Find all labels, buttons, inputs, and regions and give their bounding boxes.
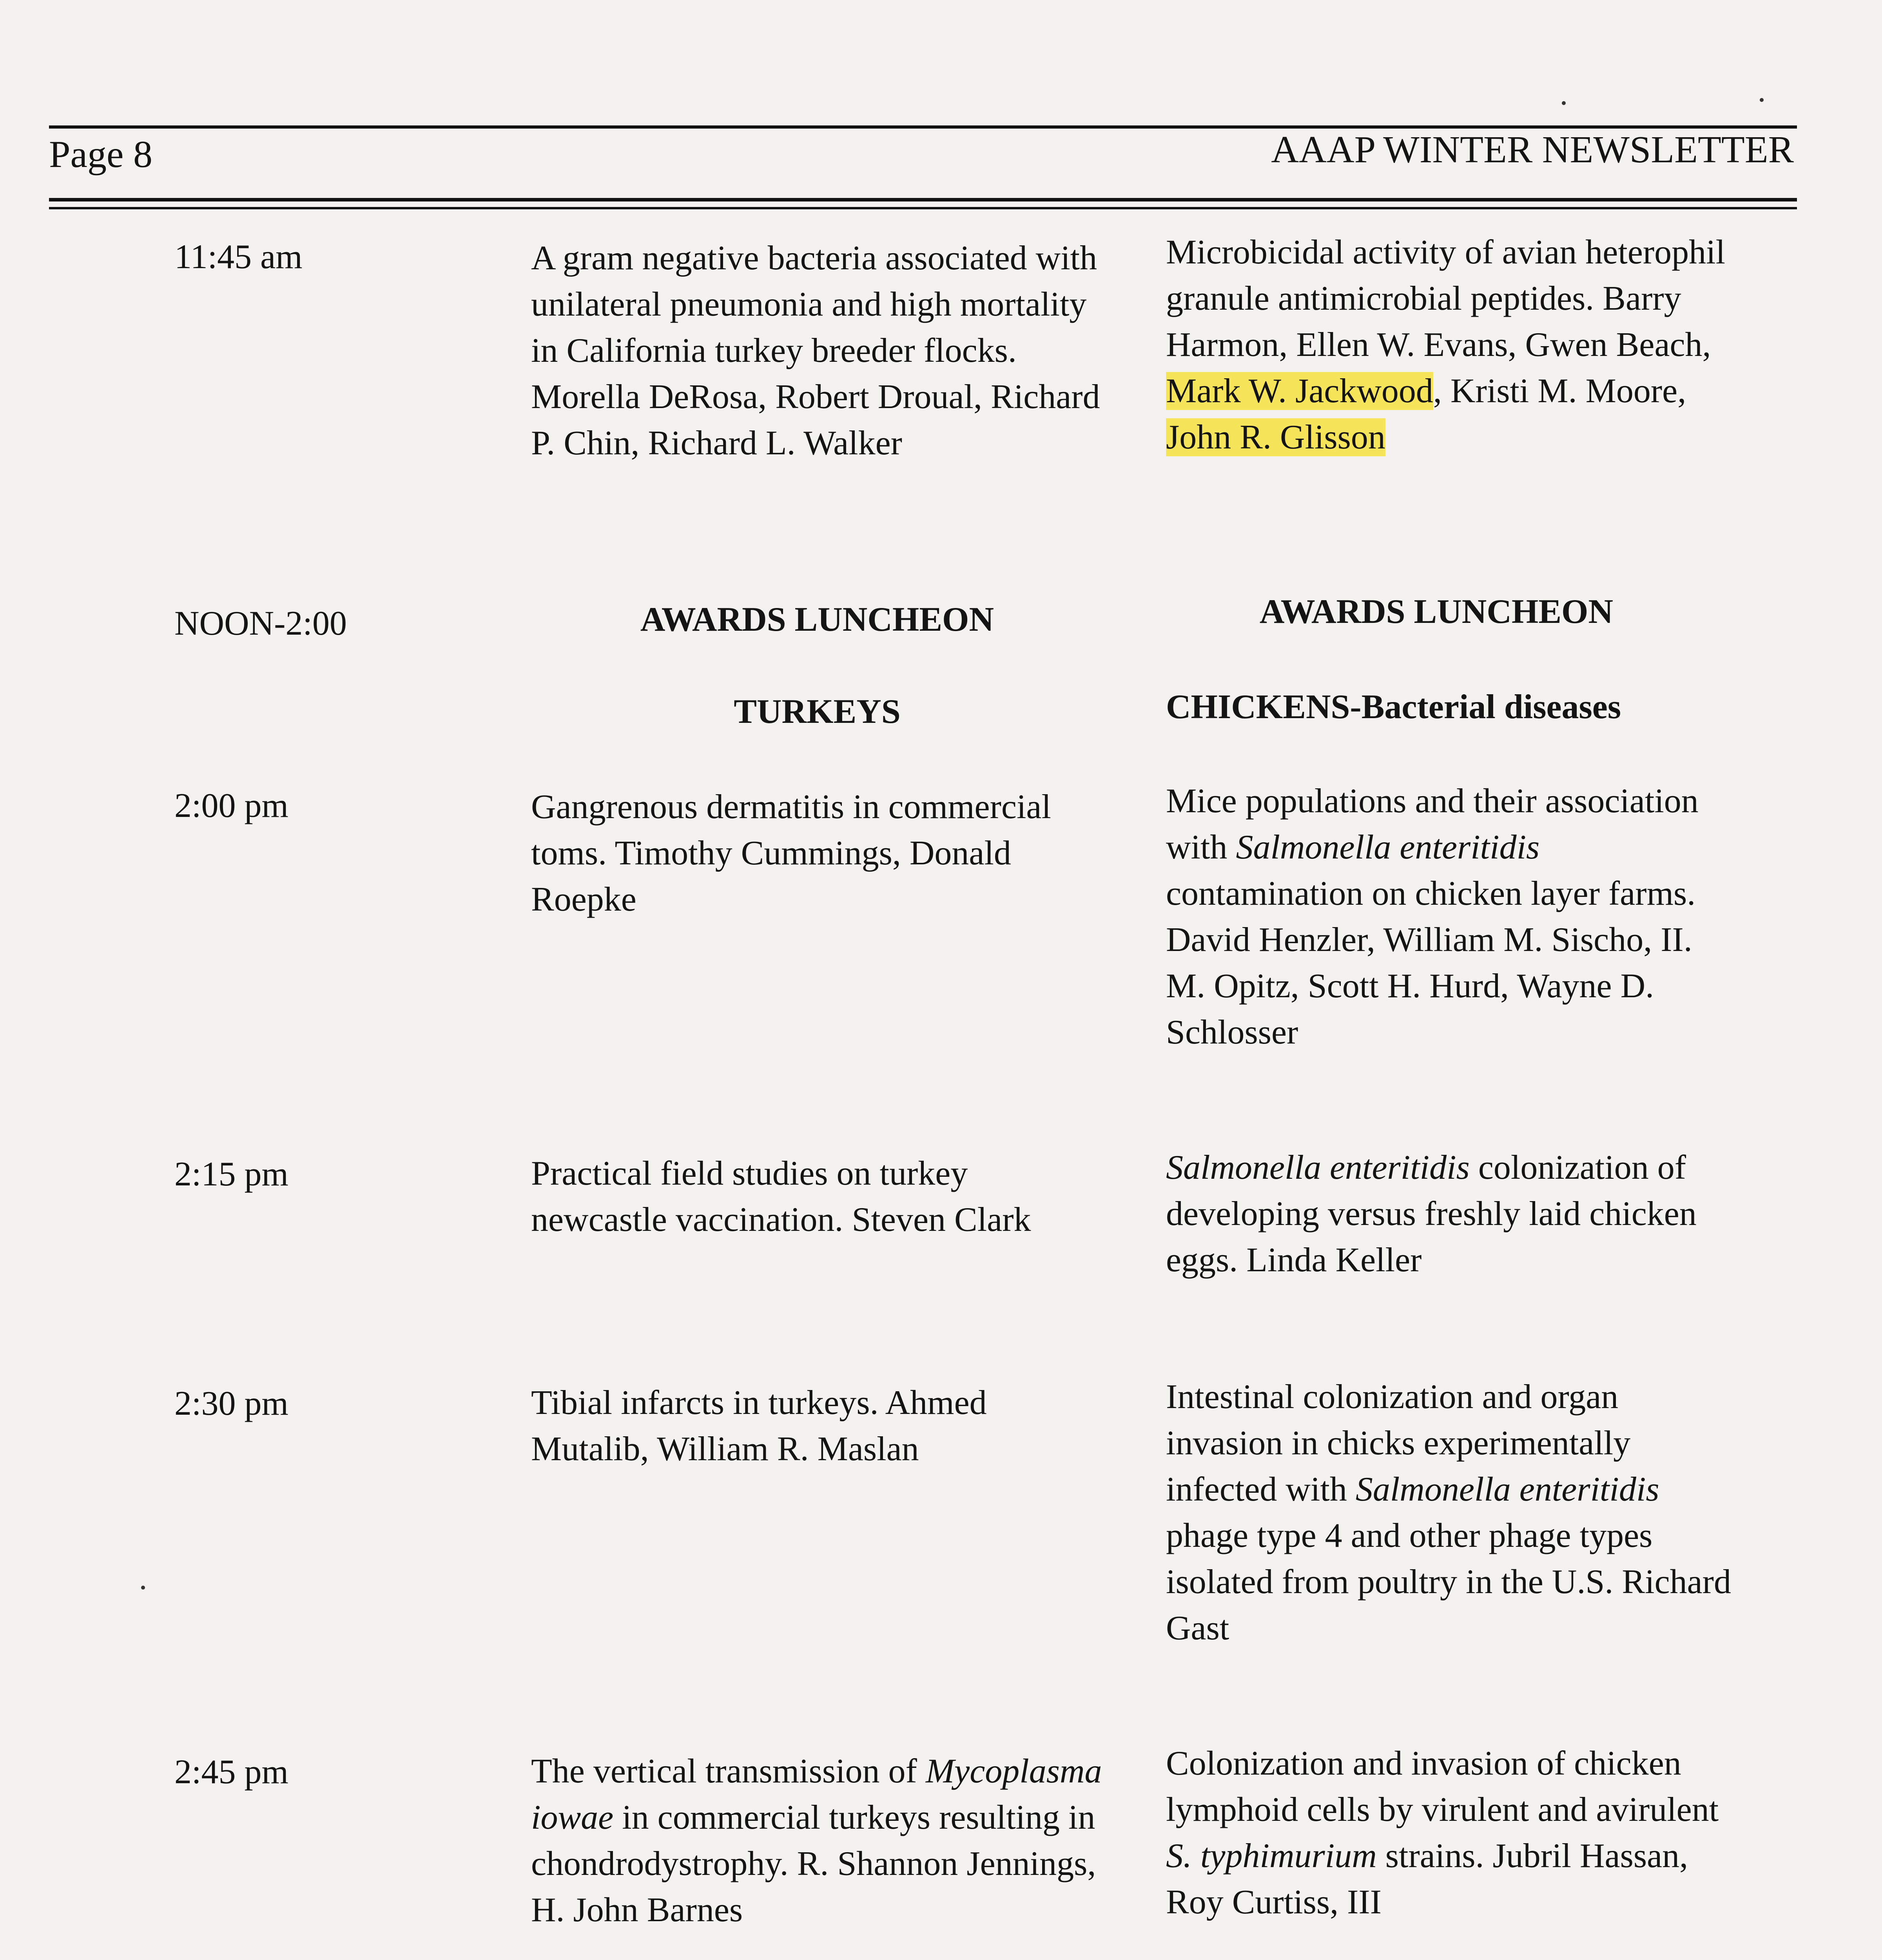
chicken-abstract-200-pre: Mice populations and their association with: [1166, 782, 1699, 866]
time-215: 2:15 pm: [174, 1155, 288, 1193]
chicken-abstract-215-post: colonization of developing versus freshly laid chicken eggs. Linda Keller: [1166, 1149, 1697, 1279]
time-noon: NOON-2:00: [174, 604, 347, 642]
chicken-abstract-230-organism: Salmonella enteritidis: [1355, 1470, 1659, 1508]
chicken-abstract-200-organism: Salmonella enteritidis: [1236, 828, 1540, 866]
newsletter-title: AAAP WINTER NEWSLETTER: [1271, 129, 1794, 171]
header-bottom-rule-1: [49, 198, 1797, 201]
chicken-abstract-215: [1166, 1145, 1738, 1283]
turkey-abstract-245-organism: Mycoplasma iowae: [531, 1752, 1102, 1837]
scan-speck: [1562, 101, 1566, 105]
chicken-abstract-230-post: phage type 4 and other phage types isolated from poultry in the U.S. Richard Gast: [1166, 1517, 1731, 1647]
chicken-abstract-200: [1166, 778, 1738, 1056]
scan-speck: [141, 1586, 145, 1590]
turkey-abstract-200: Gangrenous dermatitis in commercial toms. Timothy Cummings, Donald Roepke: [531, 788, 1051, 918]
chicken-abstract-245-post: strains. Jubril Hassan, Roy Curtiss, III: [1166, 1837, 1688, 1921]
chicken-abstract-215-organism: Salmonella enteritidis: [1166, 1149, 1470, 1187]
chicken-abstract-245-pre: Colonization and invasion of chicken lymphoid cells by virulent and avirulent: [1166, 1744, 1719, 1829]
chicken-awards-luncheon: AWARDS LUNCHEON: [1259, 593, 1614, 631]
turkey-abstract-245-post: in commercial turkeys resulting in chondrodystrophy. R. Shannon Jennings, H. John Barnes: [531, 1798, 1096, 1929]
chicken-abstract-1145: [1166, 229, 1738, 461]
turkey-abstract-245-pre: The vertical transmission of: [531, 1752, 926, 1790]
turkeys-heading: TURKEYS: [734, 693, 901, 731]
header-bottom-rule-2: [49, 207, 1797, 209]
page-number: Page 8: [49, 133, 152, 176]
scan-speck: [1760, 98, 1764, 102]
chicken-abstract-200-post: contamination on chicken layer farms. David Henzler, William M. Sischo, II. M. Opitz, Scott H. Hurd, Wayne D. Schlosser: [1166, 875, 1696, 1051]
turkey-abstract-245: [531, 1748, 1103, 1933]
chicken-abstract-1145-text: Microbicidal activity of avian heterophil granule antimicrobial peptides. Barry Harmon, Ellen W. Evans, Gwen Beach,: [1166, 233, 1726, 364]
chicken-abstract-245: [1166, 1740, 1738, 1926]
chicken-abstract-1145-text2: , Kristi M. Moore,: [1433, 372, 1686, 410]
time-1145: 11:45 am: [174, 238, 303, 276]
turkey-awards-luncheon: AWARDS LUNCHEON: [640, 601, 994, 639]
chicken-abstract-245-organism: S. typhimurium: [1166, 1837, 1377, 1875]
chicken-abstract-230: [1166, 1374, 1738, 1651]
highlighted-author-jackwood: Mark W. Jackwood: [1166, 372, 1433, 410]
time-200: 2:00 pm: [174, 787, 288, 825]
chickens-heading: CHICKENS-Bacterial diseases: [1166, 688, 1621, 726]
turkey-abstract-230: Tibial infarcts in turkeys. Ahmed Mutalib, William R. Maslan: [531, 1384, 987, 1468]
time-230: 2:30 pm: [174, 1385, 288, 1423]
turkey-abstract-215: Practical field studies on turkey newcastle vaccination. Steven Clark: [531, 1154, 1031, 1239]
highlighted-author-glisson: John R. Glisson: [1166, 418, 1385, 456]
turkey-abstract-1145: A gram negative bacteria associated with unilateral pneumonia and high mortality in California turkey breeder flocks. Morella DeRosa, Robert Droual, Richard P. Chin, Richard L. Walker: [531, 239, 1100, 462]
chicken-abstract-230-pre: Intestinal colonization and organ invasion in chicks experimentally infected with: [1166, 1378, 1631, 1508]
time-245: 2:45 pm: [174, 1753, 288, 1791]
